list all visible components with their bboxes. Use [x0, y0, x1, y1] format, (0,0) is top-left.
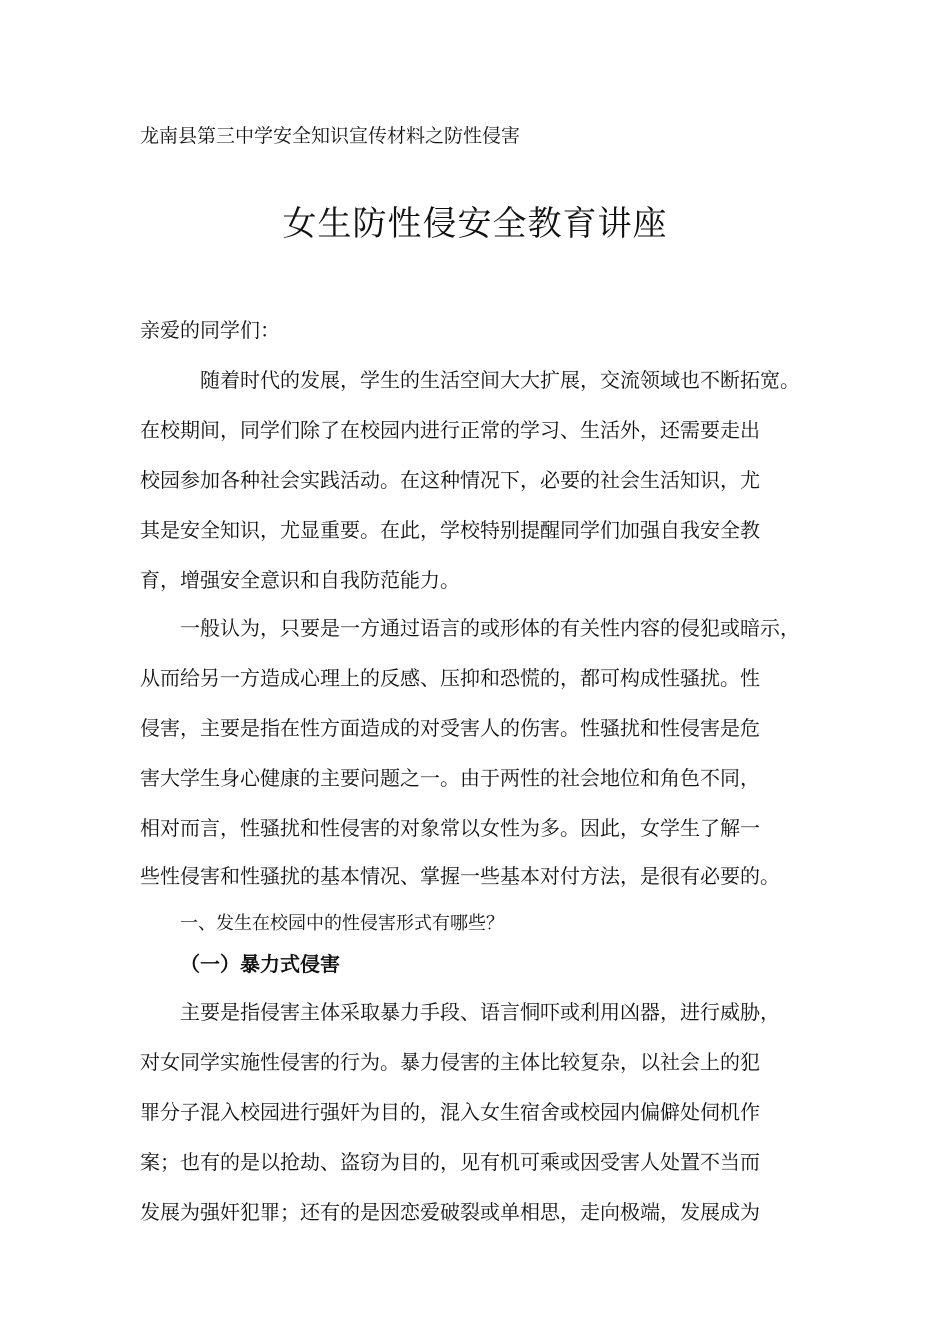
paragraph-line: 校园参加各种社会实践活动。在这种情况下，必要的社会生活知识，尤 [140, 468, 760, 492]
paragraph-line: 其是安全知识，尤显重要。在此，学校特别提醒同学们加强自我安全教 [140, 518, 760, 542]
paragraph-line: 一般认为，只要是一方通过语言的或形体的有关性内容的侵犯或暗示， [180, 616, 800, 640]
paragraph-line: 育，增强安全意识和自我防范能力。 [140, 568, 460, 592]
paragraph-line: 随着时代的发展，学生的生活空间大大扩展，交流领域也不断拓宽。 [200, 368, 800, 392]
paragraph-line: 侵害，主要是指在性方面造成的对受害人的伤害。性骚扰和性侵害是危 [140, 716, 760, 740]
paragraph-line: 主要是指侵害主体采取暴力手段、语言恫吓或利用凶器，进行威胁， [180, 1000, 780, 1024]
paragraph-line: 相对而言，性骚扰和性侵害的对象常以女性为多。因此，女学生了解一 [140, 816, 760, 840]
section-question-heading: 一、发生在校园中的性侵害形式有哪些？ [180, 913, 504, 934]
paragraph-line: 害大学生身心健康的主要问题之一。由于两性的社会地位和角色不同， [140, 766, 760, 790]
salutation: 亲爱的同学们： [140, 318, 280, 342]
paragraph-line: 案；也有的是以抢劫、盗窃为目的，见有机可乘或因受害人处置不当而 [140, 1150, 760, 1174]
paragraph-line: 发展为强奸犯罪；还有的是因恋爱破裂或单相思，走向极端，发展成为 [140, 1200, 760, 1224]
paragraph-line: 从而给另一方造成心理上的反感、压抑和恐慌的，都可构成性骚扰。性 [140, 666, 760, 690]
section-subheading: （一）暴力式侵害 [180, 952, 340, 976]
paragraph-line: 对女同学实施性侵害的行为。暴力侵害的主体比较复杂，以社会上的犯 [140, 1050, 760, 1074]
document-header: 龙南县第三中学安全知识宣传材料之防性侵害 [140, 125, 521, 147]
paragraph-line: 在校期间，同学们除了在校园内进行正常的学习、生活外，还需要走出 [140, 418, 760, 442]
paragraph-line: 些性侵害和性骚扰的基本情况、掌握一些基本对付方法，是很有必要的。 [140, 864, 780, 888]
paragraph-line: 罪分子混入校园进行强奸为目的，混入女生宿舍或校园内偏僻处伺机作 [140, 1100, 760, 1124]
document-title: 女生防性侵安全教育讲座 [282, 204, 668, 244]
